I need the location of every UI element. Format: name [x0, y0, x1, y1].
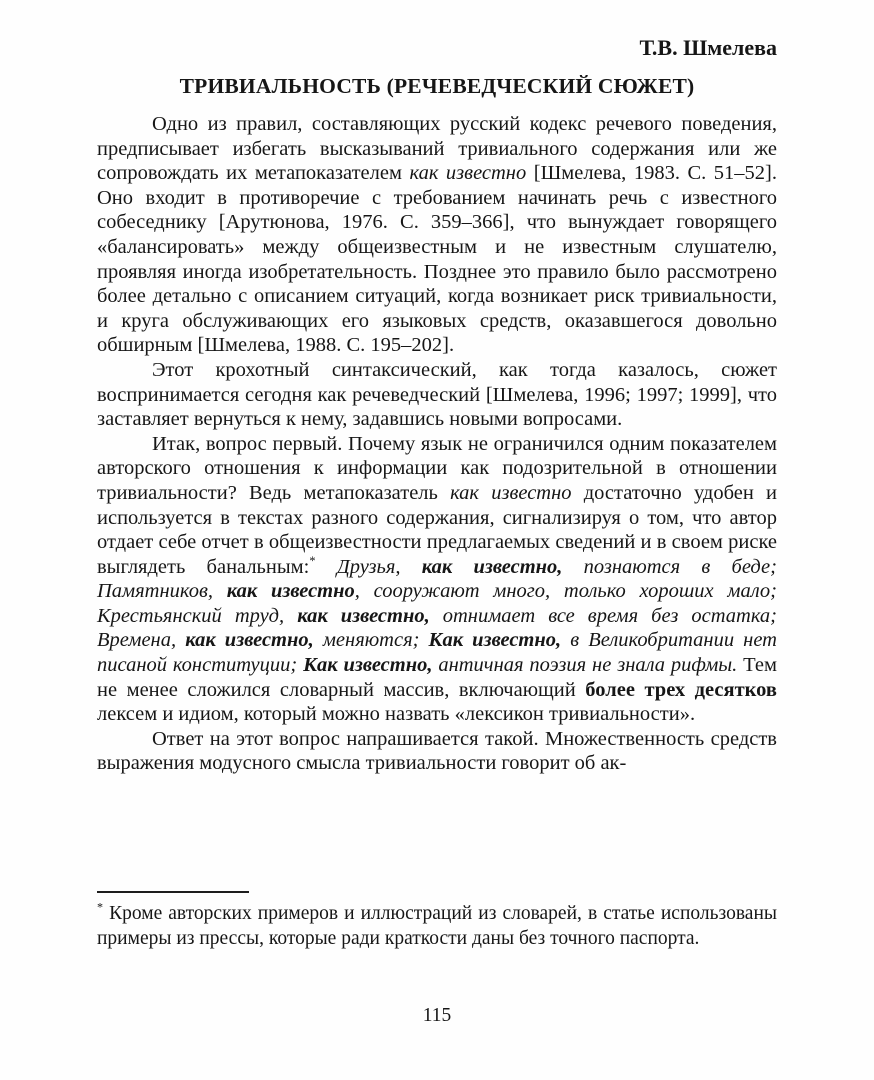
text-run: более трех десятков [585, 678, 777, 701]
text-run: как известно [226, 580, 355, 603]
text-run: Как известно, [428, 629, 571, 652]
text-run: Ответ на этот вопрос напрашивается такой. Множественность средств выражения модусного смысла тривиальности говорит об ак- [97, 727, 777, 775]
text-run: [Шмелева, 1983. С. 51–52]. Оно входит в противоречие с требованием начинать речь с известного собеседнику [Арутюнова, 1976. С. 359–366], что вынуждает говорящего «балансировать» между общеизвестным и не известным слушателю, проявляя иногда изобретательность. Позднее это правило было рассмотрено более детально с описанием ситуаций, когда возникает риск тривиальности, и круга обслуживающих его языковых средств, оказавшегося довольно обширным [Шмелева, 1988. С. 195–202]. [97, 162, 778, 357]
text-run: как известно, [185, 629, 323, 652]
footnote-separator [97, 891, 249, 893]
text-run: Как известно, [303, 654, 439, 677]
text-run: Этот крохотный синтаксический, как тогда казалось, сюжет воспринимается сегодня как речеведческий [Шмелева, 1996; 1997; 1999], что заставляет вернуться к нему, задавшись новыми вопросами. [97, 358, 777, 431]
text-run: Друзья, [315, 555, 422, 578]
text-run: как известно [450, 481, 572, 504]
author-line: Т.В. Шмелева [639, 35, 777, 60]
text-run: в Великобритании нет писаной конституции; [97, 629, 777, 677]
paragraph [97, 112, 777, 358]
text-run: как известно, [421, 555, 584, 578]
text-run: достаточно удобен и используется в текстах разного содержания, сигнализируя о том, что автор отдает себе отчет в общеизвестности предлагаемых сведений и в своем риске выглядеть банальным: [97, 481, 777, 578]
paragraph [97, 358, 777, 432]
footnote [97, 902, 777, 951]
text-run: Одно из правил, составляющих русский кодекс речевого поведения, предписывает избегать высказываний тривиального содержания или же сопровождать их метапоказателем [97, 113, 777, 185]
paragraph [97, 432, 777, 727]
text-run: Итак, вопрос первый. Почему язык не ограничился одним показателем авторского отношения к информации как подозрительной в отношении тривиальности? Ведь метапоказатель [97, 432, 777, 504]
text-run: познаются в беде; Памятников, [97, 555, 777, 603]
page-number: 115 [422, 1005, 452, 1026]
text-run: меняются; [322, 629, 429, 652]
text-run: античная поэзия не знала рифмы. [438, 654, 744, 677]
footnote-reference-marker: * [309, 553, 316, 568]
footnote-text: Кроме авторских примеров и иллюстраций из словарей, в статье использованы примеры из прессы, которые ради краткости даны без точного паспорта. [97, 903, 777, 949]
text-run: , сооружают много, только хороших мало; Крестьянский труд, [97, 580, 777, 627]
text-run: отнимает все время без остатка; Времена, [97, 604, 777, 652]
text-run: как известно [409, 162, 527, 185]
text-run: лексем и идиом, который можно назвать «лексикон тривиальности». [97, 703, 696, 726]
paragraph [97, 727, 777, 776]
text-run: Тем не менее сложился словарный массив, включающий [97, 654, 777, 701]
text-run: как известно, [297, 604, 443, 627]
body-text [97, 112, 777, 776]
footnote-marker: * [97, 900, 104, 915]
page-title: ТРИВИАЛЬНОСТЬ (РЕЧЕВЕДЧЕСКИЙ СЮЖЕТ) [179, 74, 695, 98]
